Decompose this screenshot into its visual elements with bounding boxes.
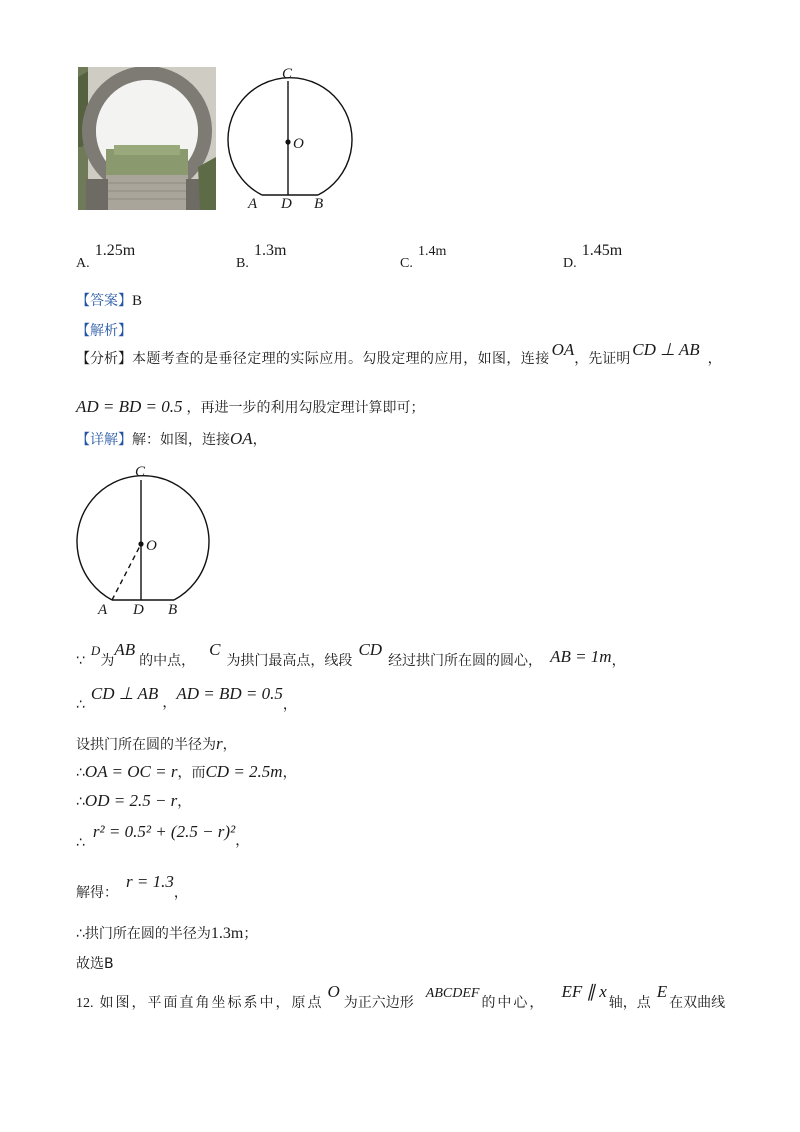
option-a [76, 240, 136, 271]
step-8 [76, 923, 257, 943]
option-a-value: 1.25m [94, 242, 136, 259]
label-O-bottom: O [146, 538, 157, 554]
s4-therefore: ∴ [76, 765, 85, 781]
analysis-text-3: ，再进一步的利用勾股定理计算即可； [186, 400, 425, 416]
step-3 [76, 734, 237, 754]
moon-gate-photo [78, 67, 216, 210]
s8-end: ； [243, 926, 258, 942]
analysis-tag: 【解析】 [76, 323, 132, 339]
label-D-bottom: D [133, 602, 144, 618]
s2-therefore: ∴ [76, 697, 85, 713]
step-7 [76, 872, 188, 901]
q12-number: 12. [76, 996, 94, 1011]
s1-end: ， [611, 653, 626, 669]
q12-t1: 如图，平面直角坐标系中，原点 [99, 995, 324, 1011]
label-A-bottom: A [98, 602, 108, 618]
s1-C: C [209, 640, 221, 659]
s5-eq: OD = 2.5 − r [84, 791, 178, 810]
answer-value: B [132, 293, 143, 309]
label-B-top: B [314, 196, 324, 212]
step-2 [76, 684, 297, 713]
analysis-line-1 [76, 340, 722, 368]
label-A-top: A [248, 196, 258, 212]
q12-t2: 为正六边形 [343, 995, 414, 1011]
s5-end: ， [177, 794, 192, 810]
step-6 [76, 822, 250, 851]
s1-t3: 为拱门最高点，线段 [226, 653, 353, 669]
detail-tag: 【详解】 [76, 432, 132, 448]
option-d-value: 1.45m [581, 242, 623, 259]
s1-AB: AB [114, 640, 136, 659]
s7-eq: r = 1.3 [126, 872, 174, 891]
analysis-text-1: 本题考查的是垂径定理的实际应用。勾股定理的应用，如图，连接 [132, 351, 550, 367]
s1-t4: 经过拱门所在圆的圆心， [388, 653, 543, 669]
circle-diagram-bottom [66, 458, 216, 618]
s2-comma: ， [162, 695, 177, 711]
s4-eq1: OA = OC = r [84, 762, 178, 781]
detail-end: ， [252, 432, 267, 448]
s5-therefore: ∴ [76, 794, 85, 810]
s3-text: 设拱门所在圆的半径为 [76, 737, 216, 753]
s8-text: 拱门所在圆的半径为 [84, 926, 211, 942]
s1-t2: 的中点， [139, 653, 196, 669]
q12-t4: 轴，点 [608, 995, 651, 1011]
s6-therefore: ∴ [76, 835, 85, 851]
step-4 [76, 762, 297, 782]
s3-r: r [216, 734, 223, 753]
option-c [400, 240, 447, 271]
step-9: 故选B [76, 956, 114, 972]
option-b-value: 1.3m [253, 242, 287, 259]
s8-therefore: ∴ [76, 926, 85, 942]
question-12 [76, 982, 726, 1011]
analysis-comma: ， [707, 351, 722, 367]
option-c-value: 1.4m [417, 244, 447, 259]
s4-t: ，而 [177, 765, 206, 781]
detail-oa: OA [230, 429, 253, 448]
answer-line [76, 290, 142, 310]
option-d [563, 240, 623, 271]
q12-E: E [656, 982, 668, 1001]
q12-par: EF ∥ x [561, 982, 607, 1001]
s8-val: 1.3m [210, 925, 244, 942]
because-symbol: ∵ [76, 653, 85, 669]
s6-eq: r² = 0.5² + (2.5 − r)² [92, 822, 236, 841]
option-b-letter: B. [236, 256, 249, 271]
analysis-line-2 [76, 397, 425, 417]
s2-perp: CD ⊥ AB [90, 684, 159, 703]
s2-end: ， [282, 697, 297, 713]
circle-diagram-top [220, 62, 360, 212]
s4-eq2: CD = 2.5m [205, 762, 283, 781]
s7-end: ， [173, 885, 188, 901]
answer-tag: 【答案】 [76, 293, 132, 309]
s7-text: 解得： [76, 885, 118, 901]
option-b [236, 240, 287, 271]
q12-hex: ABCDEF [425, 986, 480, 1001]
analysis-section-tag: 【分析】 [76, 351, 132, 367]
q12-t3: 的中心， [481, 995, 546, 1011]
s3-end: ， [222, 737, 237, 753]
label-O-top: O [293, 136, 304, 152]
analysis-perp: CD ⊥ AB [632, 340, 700, 359]
label-B-bottom: B [168, 602, 178, 618]
option-c-letter: C. [400, 256, 413, 271]
q12-t5: 在双曲线 [669, 995, 726, 1011]
s1-eq: AB = 1m [550, 647, 612, 666]
s1-CD: CD [358, 640, 383, 659]
detail-line [76, 429, 267, 449]
option-a-letter: A. [76, 256, 90, 271]
analysis-eq: AD = BD = 0.5 [76, 397, 183, 416]
label-D-top: D [281, 196, 292, 212]
analysis-oa: OA [551, 340, 575, 359]
label-C-top: C [282, 66, 293, 82]
s1-D: D [90, 643, 101, 658]
s4-end: ， [282, 765, 297, 781]
detail-text: 解：如图，连接 [132, 432, 230, 448]
step-5 [76, 791, 191, 811]
s6-end: ， [235, 833, 250, 849]
option-d-letter: D. [563, 256, 577, 271]
q12-O: O [327, 982, 340, 1001]
label-C-bottom: C [135, 464, 146, 480]
s1-t1: 为 [100, 653, 115, 669]
step-1 [76, 640, 626, 669]
analysis-text-2: ，先证明 [574, 351, 631, 367]
s2-eq: AD = BD = 0.5 [176, 684, 283, 703]
